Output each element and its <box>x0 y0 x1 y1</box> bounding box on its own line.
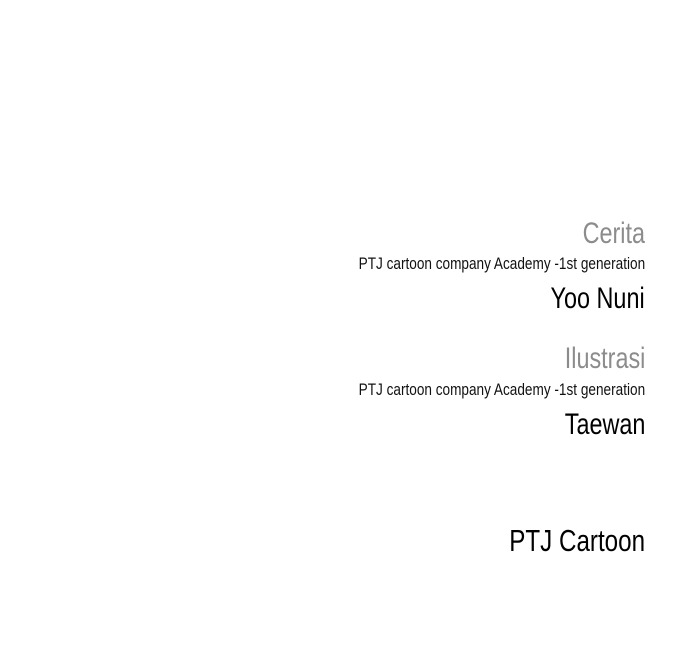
story-affiliation: PTJ cartoon company Academy -1st generation <box>358 254 645 273</box>
illustration-role-label: Ilustrasi <box>564 342 645 375</box>
credits-block <box>45 0 645 652</box>
company-name: PTJ Cartoon <box>509 523 645 558</box>
story-role-label: Cerita <box>582 217 645 250</box>
illustration-affiliation: PTJ cartoon company Academy -1st generation <box>358 380 645 399</box>
story-author-name: Yoo Nuni <box>550 282 645 315</box>
illustrator-name: Taewan <box>564 408 645 441</box>
